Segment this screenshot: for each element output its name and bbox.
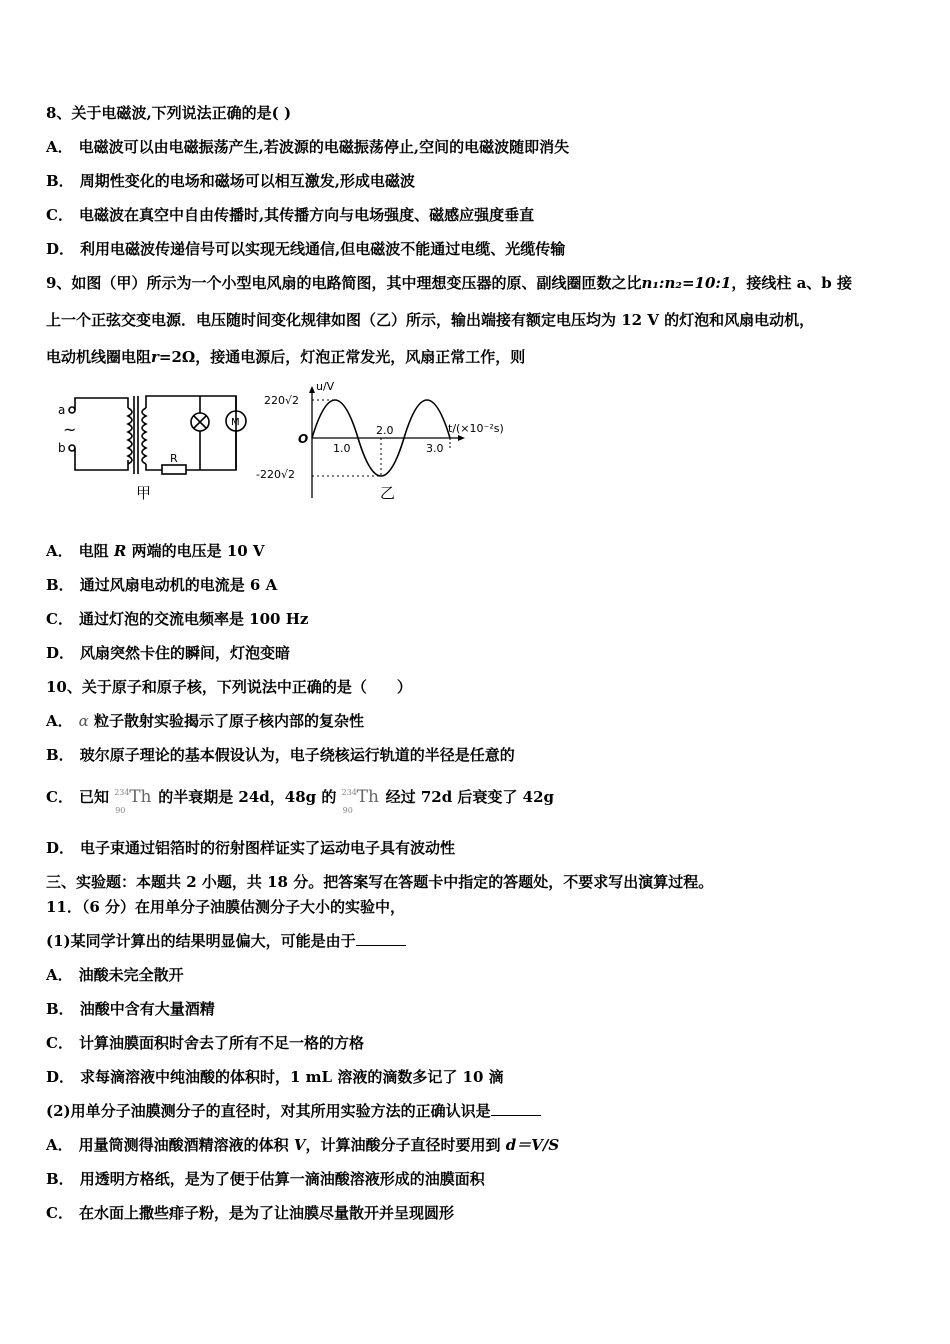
tick-label: 3.0 <box>426 442 444 455</box>
q8-stem: 8、关于电磁波,下列说法正确的是( ) <box>46 104 292 122</box>
q11-part1: (1)某同学计算出的结果明显偏大，可能是由于 <box>46 930 406 952</box>
q10-option-b: B． 玻尔原子理论的基本假设认为，电子绕核运行轨道的半径是任意的 <box>46 746 515 764</box>
q9-option-b: B． 通过风扇电动机的电流是 6 A <box>46 576 278 594</box>
positive-peak-label: 220√2 <box>264 394 300 407</box>
terminal-a-label: a <box>58 403 66 417</box>
q8-option-a: A． 电磁波可以由电磁振荡产生,若波源的电磁振荡停止,空间的电磁波随即消失 <box>46 138 570 156</box>
tick-label: 2.0 <box>376 424 394 437</box>
tick-label: 1.0 <box>333 442 351 455</box>
terminal-b-label: b <box>58 441 66 455</box>
q10-stem: 10、关于原子和原子核，下列说法中正确的是（ ） <box>46 678 412 696</box>
thorium-nuclide: 234 90 Th <box>341 787 379 815</box>
resistor-label: R <box>170 452 178 465</box>
q11-part2-option-b: B． 用透明方格纸，是为了便于估算一滴油酸溶液形成的油膜面积 <box>46 1170 485 1188</box>
q9-stem-line3: 电动机线圈电阻r=2Ω，接通电源后，灯泡正常发光，风扇正常工作，则 <box>46 348 526 366</box>
q9-option-a: A． 电阻 R 两端的电压是 10 V <box>46 542 265 560</box>
q8-option-c: C． 电磁波在真空中自由传播时,其传播方向与电场强度、磁感应强度垂直 <box>46 206 535 224</box>
ac-source-symbol: ~ <box>63 420 77 439</box>
q10-option-c: C． 已知 234 90 Th 的半衰期是 24d，48g 的 234 90 Th 经过 72d 后衰变了 42g <box>46 787 555 815</box>
q11-part1-option-a: A． 油酸未完全散开 <box>46 966 184 984</box>
negative-peak-label: -220√2 <box>256 468 295 481</box>
t-axis-label: t/(×10⁻²s) <box>448 422 504 435</box>
q9-stem-line1: 9、如图（甲）所示为一个小型电风扇的电路简图，其中理想变压器的原、副线圈匝数之比n₁:n₂=10:1，接线柱 a、b 接 <box>46 274 853 292</box>
q11-part2-option-a: A． 用量筒测得油酸酒精溶液的体积 V，计算油酸分子直径时要用到 d＝V/S <box>46 1136 560 1154</box>
q9-figure <box>50 378 540 504</box>
origin-label: O <box>298 432 309 446</box>
q9-option-c: C． 通过灯泡的交流电频率是 100 Hz <box>46 610 309 628</box>
thorium-nuclide: 234 90 Th <box>114 787 152 815</box>
q11-part1-option-b: B． 油酸中含有大量酒精 <box>46 1000 215 1018</box>
circuit-diagram <box>69 396 246 474</box>
answer-blank <box>356 931 406 946</box>
answer-blank <box>491 1101 541 1116</box>
q11-part1-option-c: C． 计算油膜面积时舍去了所有不足一格的方格 <box>46 1034 364 1052</box>
q9-option-d: D． 风扇突然卡住的瞬间，灯泡变暗 <box>46 644 291 662</box>
q11-part2-option-c: C． 在水面上撒些痱子粉，是为了让油膜尽量散开并呈现圆形 <box>46 1204 454 1222</box>
q10-option-d: D． 电子束通过铝箔时的衍射图样证实了运动电子具有波动性 <box>46 839 456 857</box>
figure-jia-label: 甲 <box>136 484 152 502</box>
q8-option-b: B． 周期性变化的电场和磁场可以相互激发,形成电磁波 <box>46 172 415 190</box>
q9-stem-line2: 上一个正弦交变电源．电压随时间变化规律如图（乙）所示，输出端接有额定电压均为 12 V 的灯泡和风扇电动机， <box>46 311 815 329</box>
u-axis-label: u/V <box>316 380 335 393</box>
q10-option-a: A． α 粒子散射实验揭示了原子核内部的复杂性 <box>46 712 365 730</box>
section-heading: 三、实验题：本题共 2 小题，共 18 分。把答案写在答题卡中指定的答题处，不要求写出演算过程。 <box>46 873 714 891</box>
figure-yi-label: 乙 <box>380 484 396 502</box>
q11-part1-option-d: D． 求每滴溶液中纯油酸的体积时，1 mL 溶液的滴数多记了 10 滴 <box>46 1068 504 1086</box>
q8-option-d: D． 利用电磁波传递信号可以实现无线通信,但电磁波不能通过电缆、光缆传输 <box>46 240 566 258</box>
q11-stem: 11．（6 分）在用单分子油膜估测分子大小的实验中， <box>46 898 406 916</box>
motor-label: M <box>231 417 240 428</box>
q11-part2: (2)用单分子油膜测分子的直径时，对其所用实验方法的正确认识是 <box>46 1100 541 1122</box>
